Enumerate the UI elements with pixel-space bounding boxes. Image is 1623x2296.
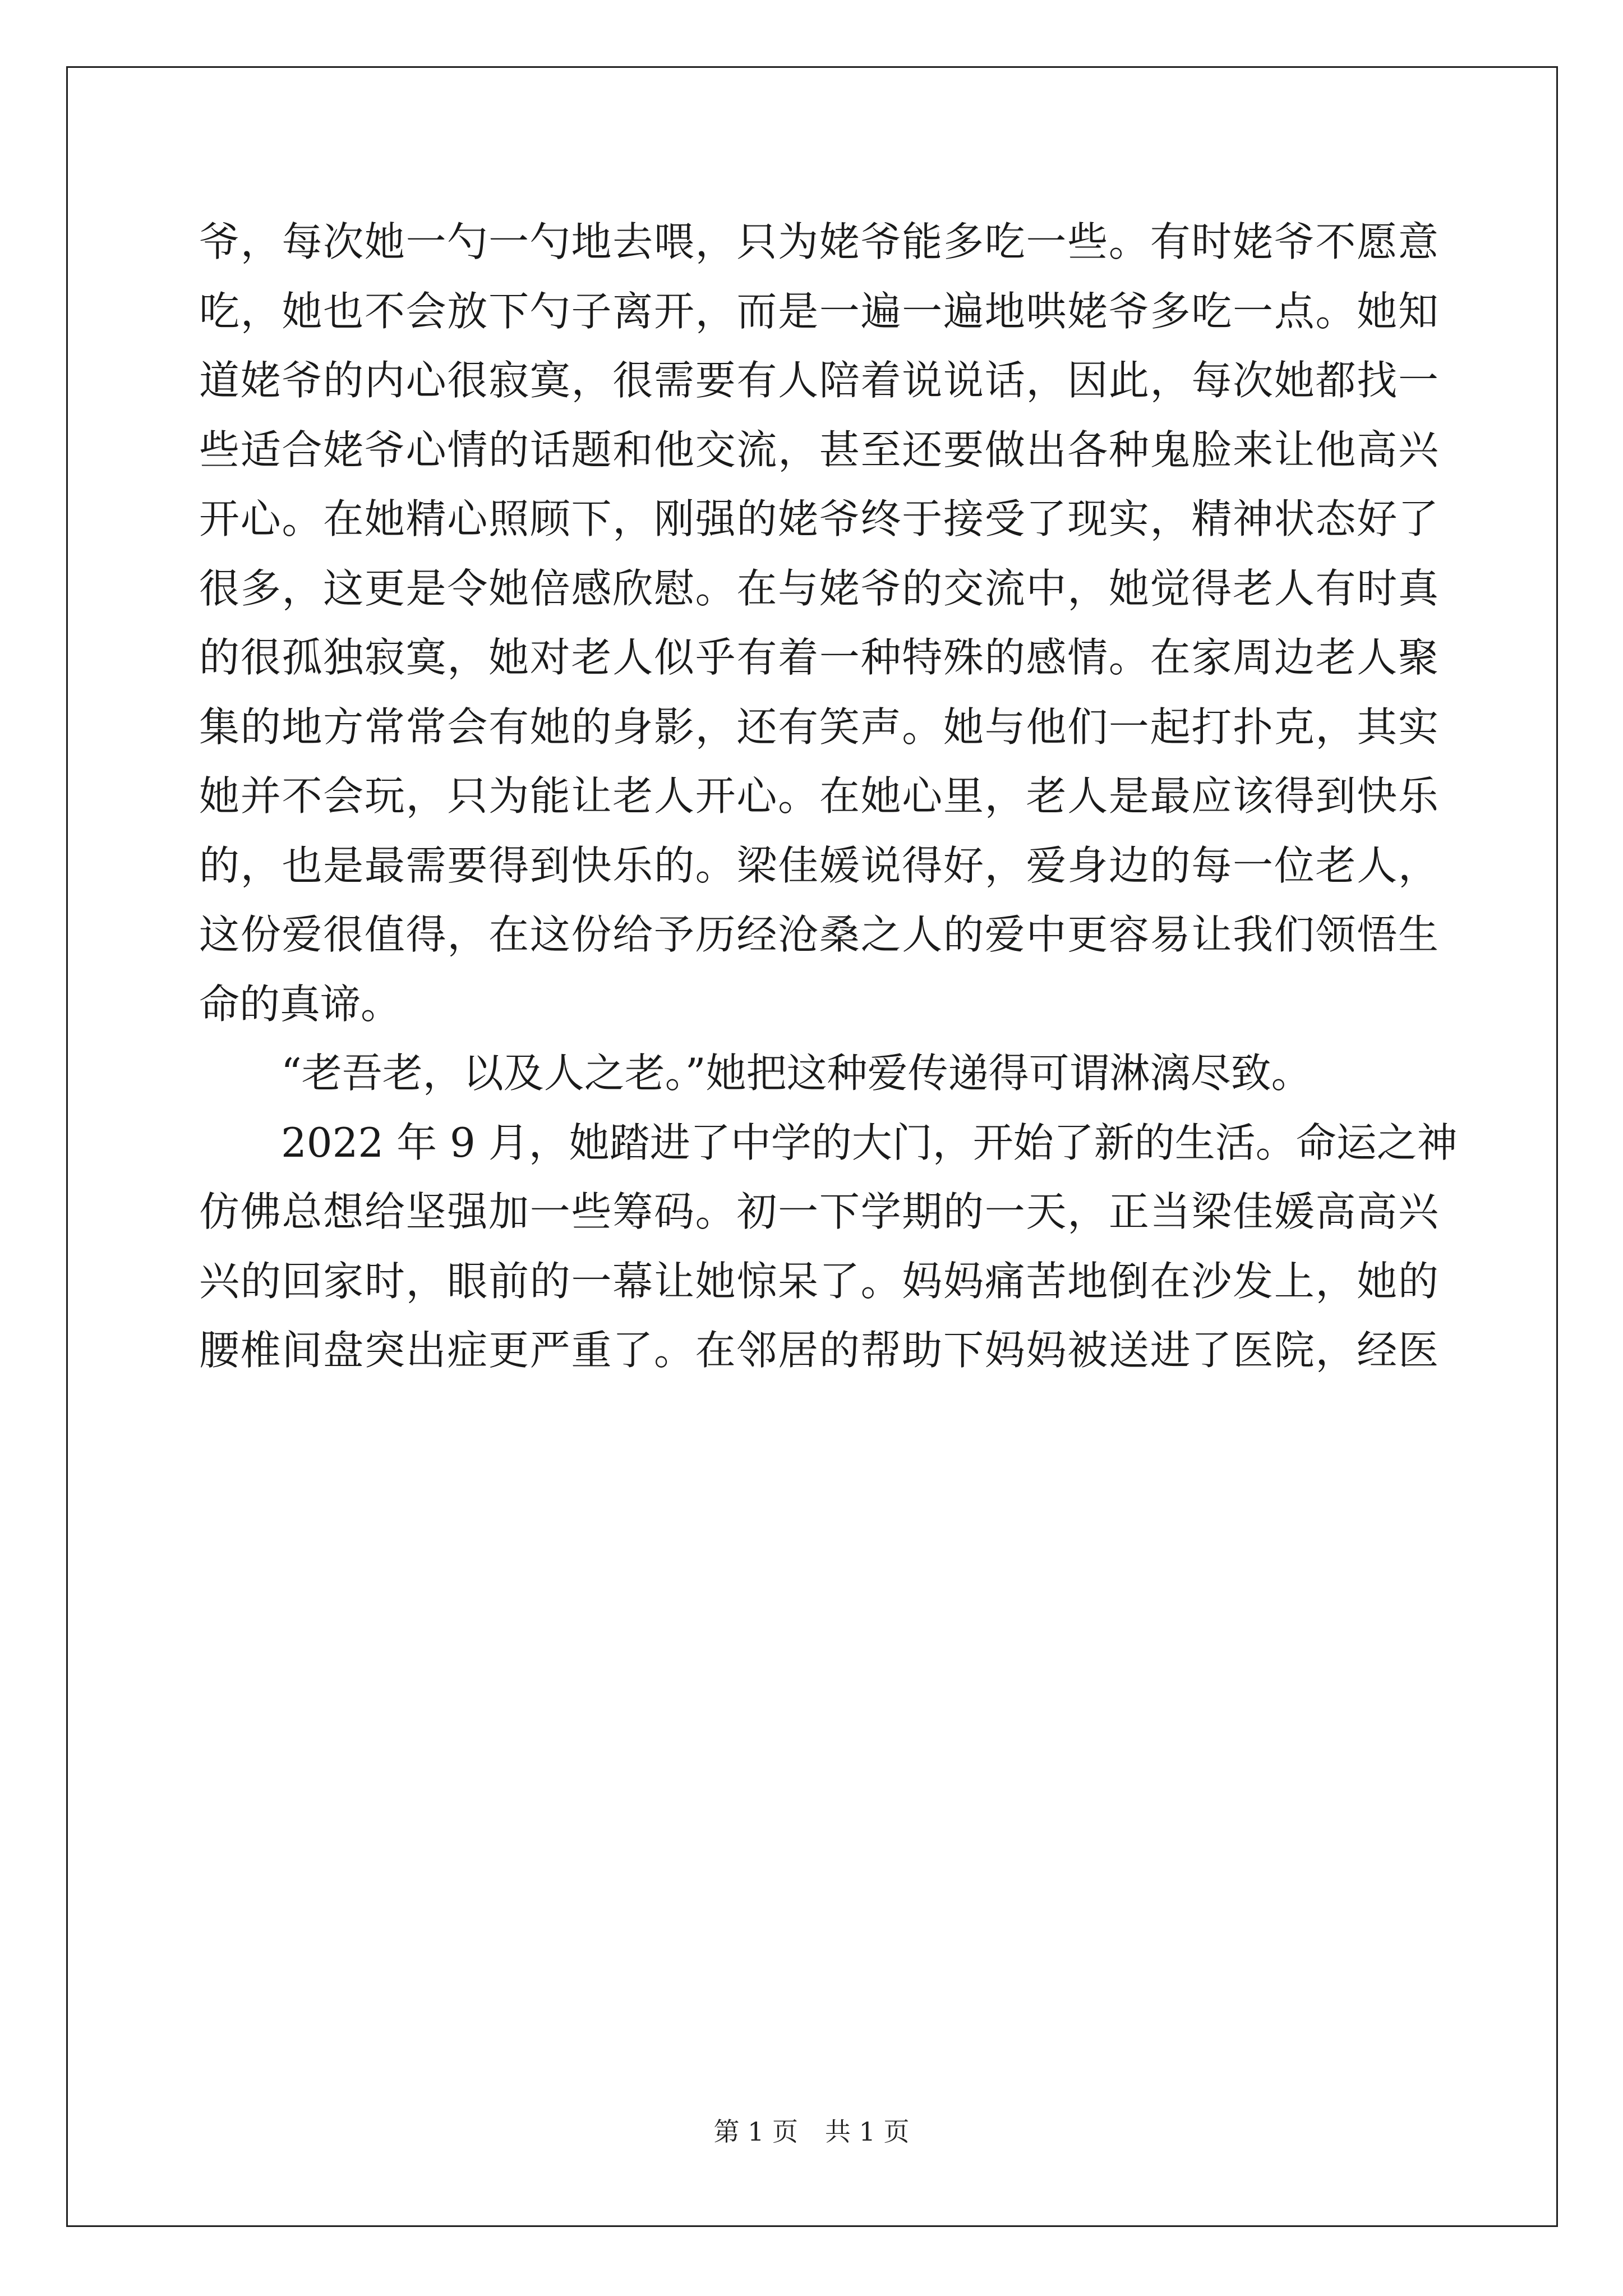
- text-line: 兴的回家时，眼前的一幕让她惊呆了。妈妈痛苦地倒在沙发上，她的: [199, 1257, 1438, 1305]
- text-line: 腰椎间盘突出症更严重了。在邻居的帮助下妈妈被送进了医院，经医: [199, 1327, 1438, 1374]
- text-line: 2022 年 9 月，她踏进了中学的大门，开始了新的生活。命运之神: [281, 1119, 1458, 1166]
- text-line: 集的地方常常会有她的身影，还有笑声。她与他们一起打扑克，其实: [199, 703, 1438, 751]
- text-line: 命的真谛。: [199, 980, 402, 1028]
- page-footer: [0, 2115, 1623, 2148]
- text-line: 些适合姥爷心情的话题和他交流，甚至还要做出各种鬼脸来让他高兴: [199, 426, 1438, 473]
- text-line: 她并不会玩，只为能让老人开心。在她心里，老人是最应该得到快乐: [199, 772, 1438, 820]
- text-line: “老吾老，以及人之老。”她把这种爱传递得可谓淋漓尽致。: [281, 1050, 1312, 1097]
- text-line: 吃，她也不会放下勺子离开，而是一遍一遍地哄姥爷多吃一点。她知: [199, 287, 1438, 335]
- text-line: 仿佛总想给坚强加一些筹码。初一下学期的一天，正当梁佳媛高高兴: [199, 1188, 1438, 1235]
- document-body: [199, 208, 1458, 1386]
- page-total: 共 1 页: [825, 2116, 910, 2147]
- text-line: 很多，这更是令她倍感欣慰。在与姥爷的交流中，她觉得老人有时真: [199, 564, 1438, 612]
- text-line: 的很孤独寂寞，她对老人似乎有着一种特殊的感情。在家周边老人聚: [199, 634, 1438, 681]
- text-line: 开心。在她精心照顾下，刚强的姥爷终于接受了现实，精神状态好了: [199, 495, 1438, 542]
- text-line: 这份爱很值得，在这份给予历经沧桑之人的爱中更容易让我们领悟生: [199, 911, 1438, 958]
- text-line: 爷，每次她一勺一勺地去喂，只为姥爷能多吃一些。有时姥爷不愿意: [199, 218, 1438, 265]
- page-number: 第 1 页: [713, 2116, 798, 2147]
- text-line: 道姥爷的内心很寂寞，很需要有人陪着说说话，因此，每次她都找一: [199, 357, 1438, 404]
- text-line: 的，也是最需要得到快乐的。梁佳媛说得好，爱身边的每一位老人，: [199, 841, 1438, 889]
